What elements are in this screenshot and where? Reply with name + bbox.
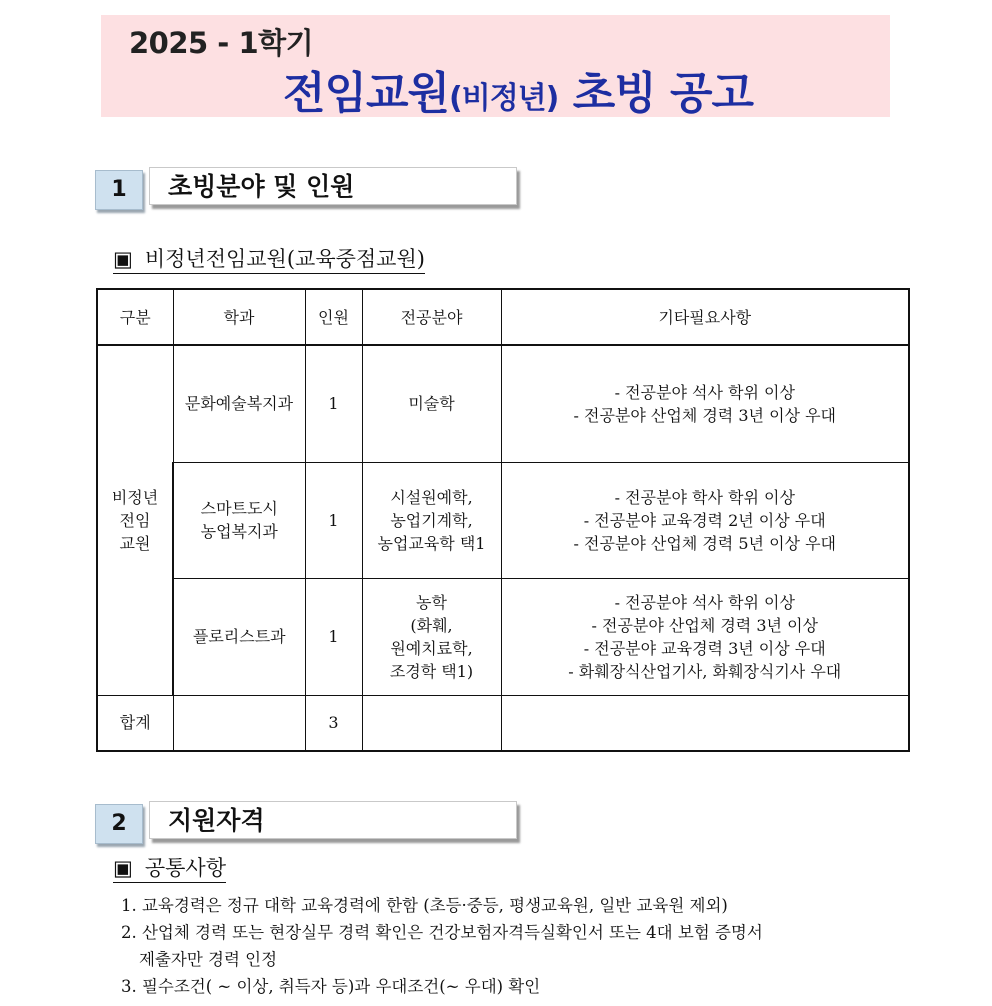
field-line: 미술학 — [408, 394, 455, 414]
count-cell: 1 — [305, 345, 362, 462]
section-2-number: 2 — [95, 804, 143, 844]
note-line: - 전공분야 학사 학위 이상 — [614, 487, 795, 507]
field-line: 조경학 택1) — [389, 661, 474, 681]
department-cell — [173, 462, 305, 578]
field-line: (화훼, — [410, 615, 453, 635]
field-line: 농업교육학 택1 — [377, 533, 486, 553]
section-1-subheading-text: 비정년전임교원(교육중점교원) — [144, 247, 425, 271]
field-line: 농업기계학, — [390, 510, 473, 530]
title-main: 전임교원 — [283, 68, 450, 119]
recruitment-table — [96, 288, 910, 752]
note-line: - 전공분야 석사 학위 이상 — [614, 592, 795, 612]
field-cell — [362, 462, 501, 578]
square-bullet-icon: ▣ — [113, 247, 133, 271]
category-line: 전임 — [119, 510, 151, 530]
note-line: - 전공분야 산업체 경력 3년 이상 우대 — [573, 405, 836, 425]
header-notes: 기타필요사항 — [501, 289, 909, 345]
header-field: 전공분야 — [362, 289, 501, 345]
note-line: - 화훼장식산업기사, 화훼장식기사 우대 — [568, 661, 842, 681]
field-line: 시설원예학, — [390, 487, 473, 507]
section-1-number: 1 — [95, 170, 143, 210]
qualification-list — [121, 892, 921, 1000]
count-cell: 1 — [305, 578, 362, 695]
notes-cell — [501, 578, 909, 695]
section-1-title: 초빙분야 및 인원 — [149, 167, 517, 205]
category-line: 교원 — [119, 533, 151, 553]
total-count-cell: 3 — [305, 695, 362, 751]
table-total-row — [97, 695, 909, 751]
section-1-subheading — [113, 245, 425, 274]
count-cell: 1 — [305, 462, 362, 578]
total-empty-cell — [501, 695, 909, 751]
announcement-header — [101, 15, 890, 117]
section-2-subheading — [113, 854, 226, 883]
field-line: 농학 — [416, 592, 447, 612]
table-row — [97, 578, 909, 695]
header-category: 구분 — [97, 289, 173, 345]
square-bullet-icon: ▣ — [113, 856, 133, 880]
department-cell — [173, 345, 305, 462]
note-line: - 전공분야 산업체 경력 5년 이상 우대 — [573, 533, 836, 553]
category-line: 비정년 — [111, 487, 159, 507]
table-row — [97, 462, 909, 578]
department-line: 농업복지과 — [200, 522, 278, 541]
department-line: 플로리스트과 — [192, 627, 286, 646]
department-cell — [173, 578, 305, 695]
list-item: 1. 교육경력은 정규 대학 교육경력에 한함 (초등·중등, 평생교육원, 일반 교육원 제외) — [121, 896, 728, 915]
list-item: 제출자만 경력 인정 — [139, 950, 278, 969]
field-cell — [362, 345, 501, 462]
header-count: 인원 — [305, 289, 362, 345]
note-line: - 전공분야 교육경력 2년 이상 우대 — [583, 510, 826, 530]
announcement-title — [283, 57, 753, 121]
note-line: - 전공분야 산업체 경력 3년 이상 — [591, 615, 818, 635]
field-line: 원예치료학, — [390, 638, 473, 658]
department-line: 스마트도시 — [200, 499, 278, 518]
notes-cell — [501, 462, 909, 578]
semester-label: 2025 - 1학기 — [129, 26, 314, 60]
total-empty-cell — [362, 695, 501, 751]
list-item: 2. 산업체 경력 또는 현장실무 경력 확인은 건강보험자격득실확인서 또는 4대 보험 증명서 — [121, 923, 763, 942]
list-item: 3. 필수조건( ~ 이상, 취득자 등)과 우대조건(~ 우대) 확인 — [121, 977, 541, 996]
note-line: - 전공분야 석사 학위 이상 — [614, 382, 795, 402]
notes-cell — [501, 345, 909, 462]
title-end: 초빙 공고 — [572, 68, 754, 119]
department-line: 문화예술복지과 — [184, 394, 294, 414]
title-paren: (비정년) — [449, 81, 559, 116]
table-row — [97, 345, 909, 462]
table-header-row — [97, 289, 909, 345]
total-label-cell: 합계 — [97, 695, 173, 751]
field-cell — [362, 578, 501, 695]
section-2-title: 지원자격 — [149, 801, 517, 839]
category-cell — [97, 345, 173, 695]
note-line: - 전공분야 교육경력 3년 이상 우대 — [583, 638, 826, 658]
header-department: 학과 — [173, 289, 305, 345]
total-empty-cell — [173, 695, 305, 751]
section-2-subheading-text: 공통사항 — [144, 856, 226, 880]
